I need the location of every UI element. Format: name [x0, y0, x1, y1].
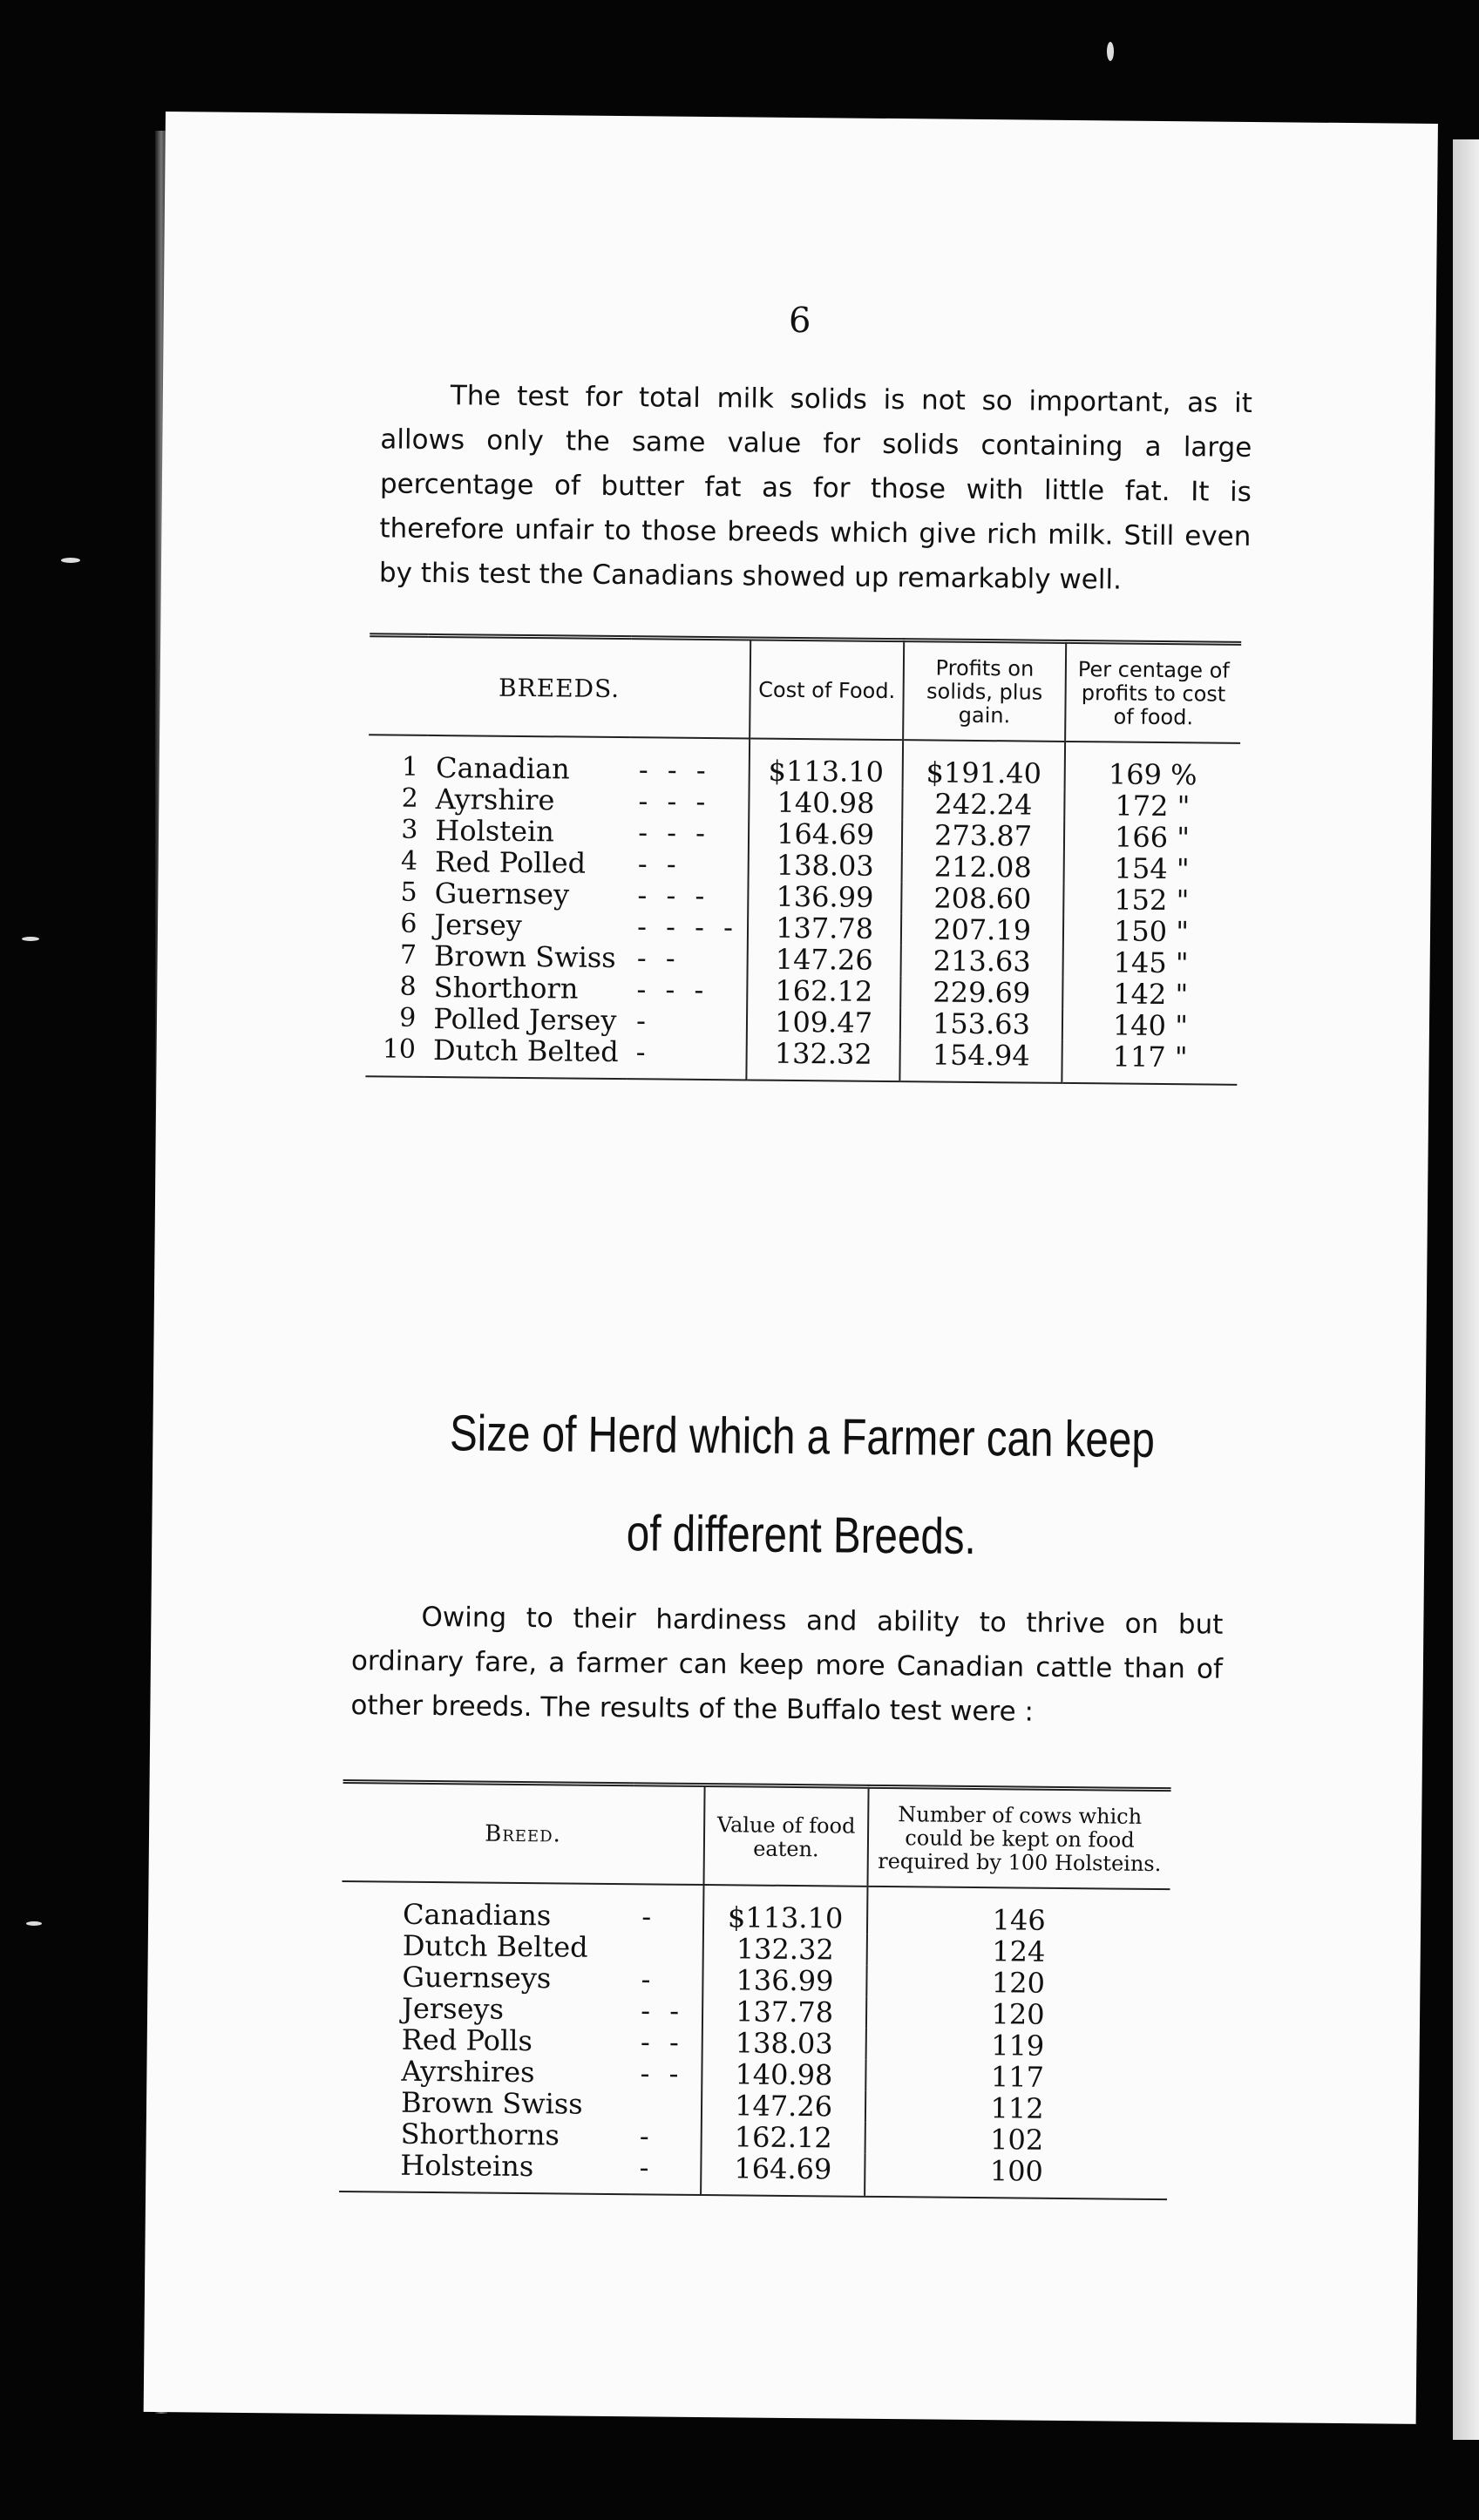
dust-speck	[26, 1921, 42, 1926]
leader-dashes: - -	[641, 1994, 685, 2028]
percentage-value: 150 "	[1063, 915, 1238, 948]
leader-dashes: -	[627, 1036, 746, 1080]
table-header-row	[343, 1782, 1171, 1890]
cost-value: 140.98	[749, 786, 903, 819]
leader-dashes: -	[641, 1900, 657, 1934]
profits-table	[365, 633, 1241, 1086]
page-number: 6	[788, 300, 811, 342]
leader-dashes	[633, 1932, 703, 1964]
next-page-edge	[1453, 139, 1479, 2440]
food-value: $113.10	[703, 1885, 868, 1934]
cow-count: 100	[865, 2154, 1167, 2199]
food-value: 138.03	[702, 2027, 866, 2060]
dust-speck	[61, 558, 80, 563]
profits-value: $191.40	[903, 740, 1065, 789]
percentage-value: 172 "	[1064, 789, 1239, 823]
breed-name: Canadians	[402, 1897, 552, 1933]
leader-dashes: - - -	[636, 972, 709, 1007]
row-number: 5	[400, 877, 417, 908]
breed-name: Shorthorns	[400, 2117, 560, 2152]
percentage-value: 152 "	[1063, 884, 1238, 917]
leader-dashes: - - -	[638, 816, 711, 850]
cost-value: 132.32	[746, 1037, 900, 1081]
cost-value: 164.69	[749, 817, 903, 850]
breed-name: Red Polls	[401, 2022, 533, 2058]
breed-name: Brown Swiss	[400, 2085, 583, 2121]
cow-count: 124	[867, 1934, 1170, 1968]
profits-value: 153.63	[900, 1007, 1062, 1040]
profits-value: 207.19	[901, 913, 1063, 946]
food-value: 140.98	[702, 2058, 865, 2091]
intro-paragraph-text: The test for total milk solids is not so important, as it allows only the same value for solids containing a large percentage of butter fat as for those with little fat. It is therefore unfair to those breeds which give rich milk. Still even by this test the Canadians showed up remarkably well.	[378, 380, 1253, 596]
table-header-row	[369, 635, 1241, 743]
row-number: 6	[400, 908, 417, 939]
cost-header: Cost of Food.	[750, 639, 904, 740]
breed-name: Guernsey	[434, 877, 570, 911]
food-value: 132.32	[703, 1933, 867, 1966]
cost-value: 136.99	[748, 880, 902, 913]
breed-name: Holstein	[435, 814, 555, 849]
cow-count: 112	[865, 2091, 1168, 2125]
document-page	[144, 112, 1438, 2424]
food-value: 137.78	[702, 1995, 866, 2029]
percentage-value: 154 "	[1063, 852, 1238, 885]
breed-name: Jersey	[434, 908, 523, 942]
profits-value: 273.87	[902, 819, 1064, 852]
leader-dashes: - -	[640, 2025, 684, 2059]
leader-dashes: - - -	[638, 753, 711, 788]
cost-value: $113.10	[749, 738, 903, 788]
row-number: 9	[399, 1002, 417, 1033]
breed-name: Dutch Belted	[402, 1928, 588, 1964]
breed-name: Dutch Belted	[424, 1034, 628, 1079]
profits-value: 229.69	[900, 976, 1062, 1009]
percentage-value: 140 "	[1062, 1009, 1238, 1042]
breed-name: Red Polled	[434, 845, 587, 880]
percentage-value: 117 "	[1062, 1040, 1238, 1085]
breed-name: Brown Swiss	[433, 939, 616, 975]
profits-value: 154.94	[900, 1039, 1062, 1083]
percentage-value: 166 "	[1064, 821, 1239, 854]
food-value: 162.12	[702, 2121, 865, 2154]
breed-name: Guernseys	[402, 1960, 552, 1995]
leader-dashes: - - -	[637, 878, 710, 913]
food-value: 164.69	[701, 2152, 865, 2197]
percentage-header: Per centage of profits to cost of food.	[1065, 641, 1241, 742]
cow-count: 146	[867, 1887, 1170, 1937]
cow-count: 120	[866, 1997, 1169, 2031]
herd-size-table	[339, 1779, 1171, 2200]
cow-count: 119	[866, 2029, 1169, 2063]
section-heading-line1: Size of Herd which a Farmer can keep	[449, 1405, 1156, 1468]
leader-dashes: - - - -	[636, 910, 739, 945]
breed-name: Jerseys	[401, 1991, 505, 2026]
breed-name: Shorthorn	[433, 971, 579, 1006]
profits-value: 242.24	[902, 788, 1064, 821]
row-number: 3	[401, 814, 418, 845]
row-number: 10	[365, 1033, 424, 1077]
herd-paragraph	[350, 1595, 1223, 1737]
cost-value: 147.26	[747, 943, 901, 976]
percentage-value: 169 %	[1064, 742, 1240, 791]
cow-count: 102	[865, 2123, 1168, 2157]
leader-dashes: - -	[637, 847, 682, 881]
breed-name: Polled Jersey	[433, 1001, 617, 1038]
breed-name: Ayrshires	[401, 2054, 535, 2090]
cost-value: 109.47	[747, 1006, 901, 1039]
row-number: 7	[399, 939, 417, 971]
percentage-value: 142 "	[1062, 978, 1238, 1011]
value-header: Value of food eaten.	[703, 1785, 868, 1887]
leader-dashes: -	[639, 2119, 655, 2153]
table-row	[365, 1033, 1237, 1085]
leader-dashes	[631, 2089, 702, 2121]
leader-dashes: - - -	[638, 784, 711, 819]
profits-value: 208.60	[901, 882, 1063, 915]
dust-speck	[1107, 42, 1114, 61]
breed-header: Breed.	[343, 1782, 705, 1885]
breeds-header: BREEDS.	[369, 635, 750, 739]
cost-value: 138.03	[748, 849, 902, 882]
food-value: 136.99	[702, 1964, 866, 1997]
herd-paragraph-text: Owing to their hardiness and ability to thrive on but ordinary fare, a farmer can keep more Canadian cattle than of other breeds. The results of the Buffalo test were :	[350, 1601, 1224, 1728]
percentage-value: 145 "	[1062, 946, 1238, 979]
food-value: 147.26	[702, 2090, 865, 2123]
cow-count-header: Number of cows which could be kept on food required by 100 Holsteins.	[867, 1786, 1170, 1889]
cow-count: 120	[866, 1966, 1169, 2000]
breed-name: Canadian	[435, 751, 570, 786]
cost-value: 162.12	[747, 974, 901, 1007]
cow-count: 117	[865, 2060, 1168, 2094]
dust-speck	[22, 937, 39, 941]
section-heading-line2: of different Breeds.	[626, 1505, 977, 1565]
leader-dashes: - -	[640, 2056, 684, 2090]
leader-dashes: -	[641, 1962, 656, 1996]
row-number: 1	[401, 751, 419, 782]
breed-name: Holsteins	[339, 2149, 631, 2194]
intro-paragraph	[379, 373, 1252, 604]
profits-value: 213.63	[901, 945, 1063, 978]
profits-value: 212.08	[902, 850, 1064, 884]
breed-name: Ayrshire	[435, 782, 555, 817]
cost-value: 137.78	[748, 911, 902, 945]
leader-dashes: -	[630, 2151, 701, 2195]
leader-dashes: - -	[636, 941, 681, 975]
row-number: 4	[400, 845, 418, 877]
row-number: 8	[399, 971, 417, 1002]
leader-dashes: -	[635, 1004, 652, 1038]
row-number: 2	[401, 782, 418, 814]
table-row	[339, 2149, 1167, 2199]
profits-header: Profits on solids, plus gain.	[903, 640, 1066, 742]
